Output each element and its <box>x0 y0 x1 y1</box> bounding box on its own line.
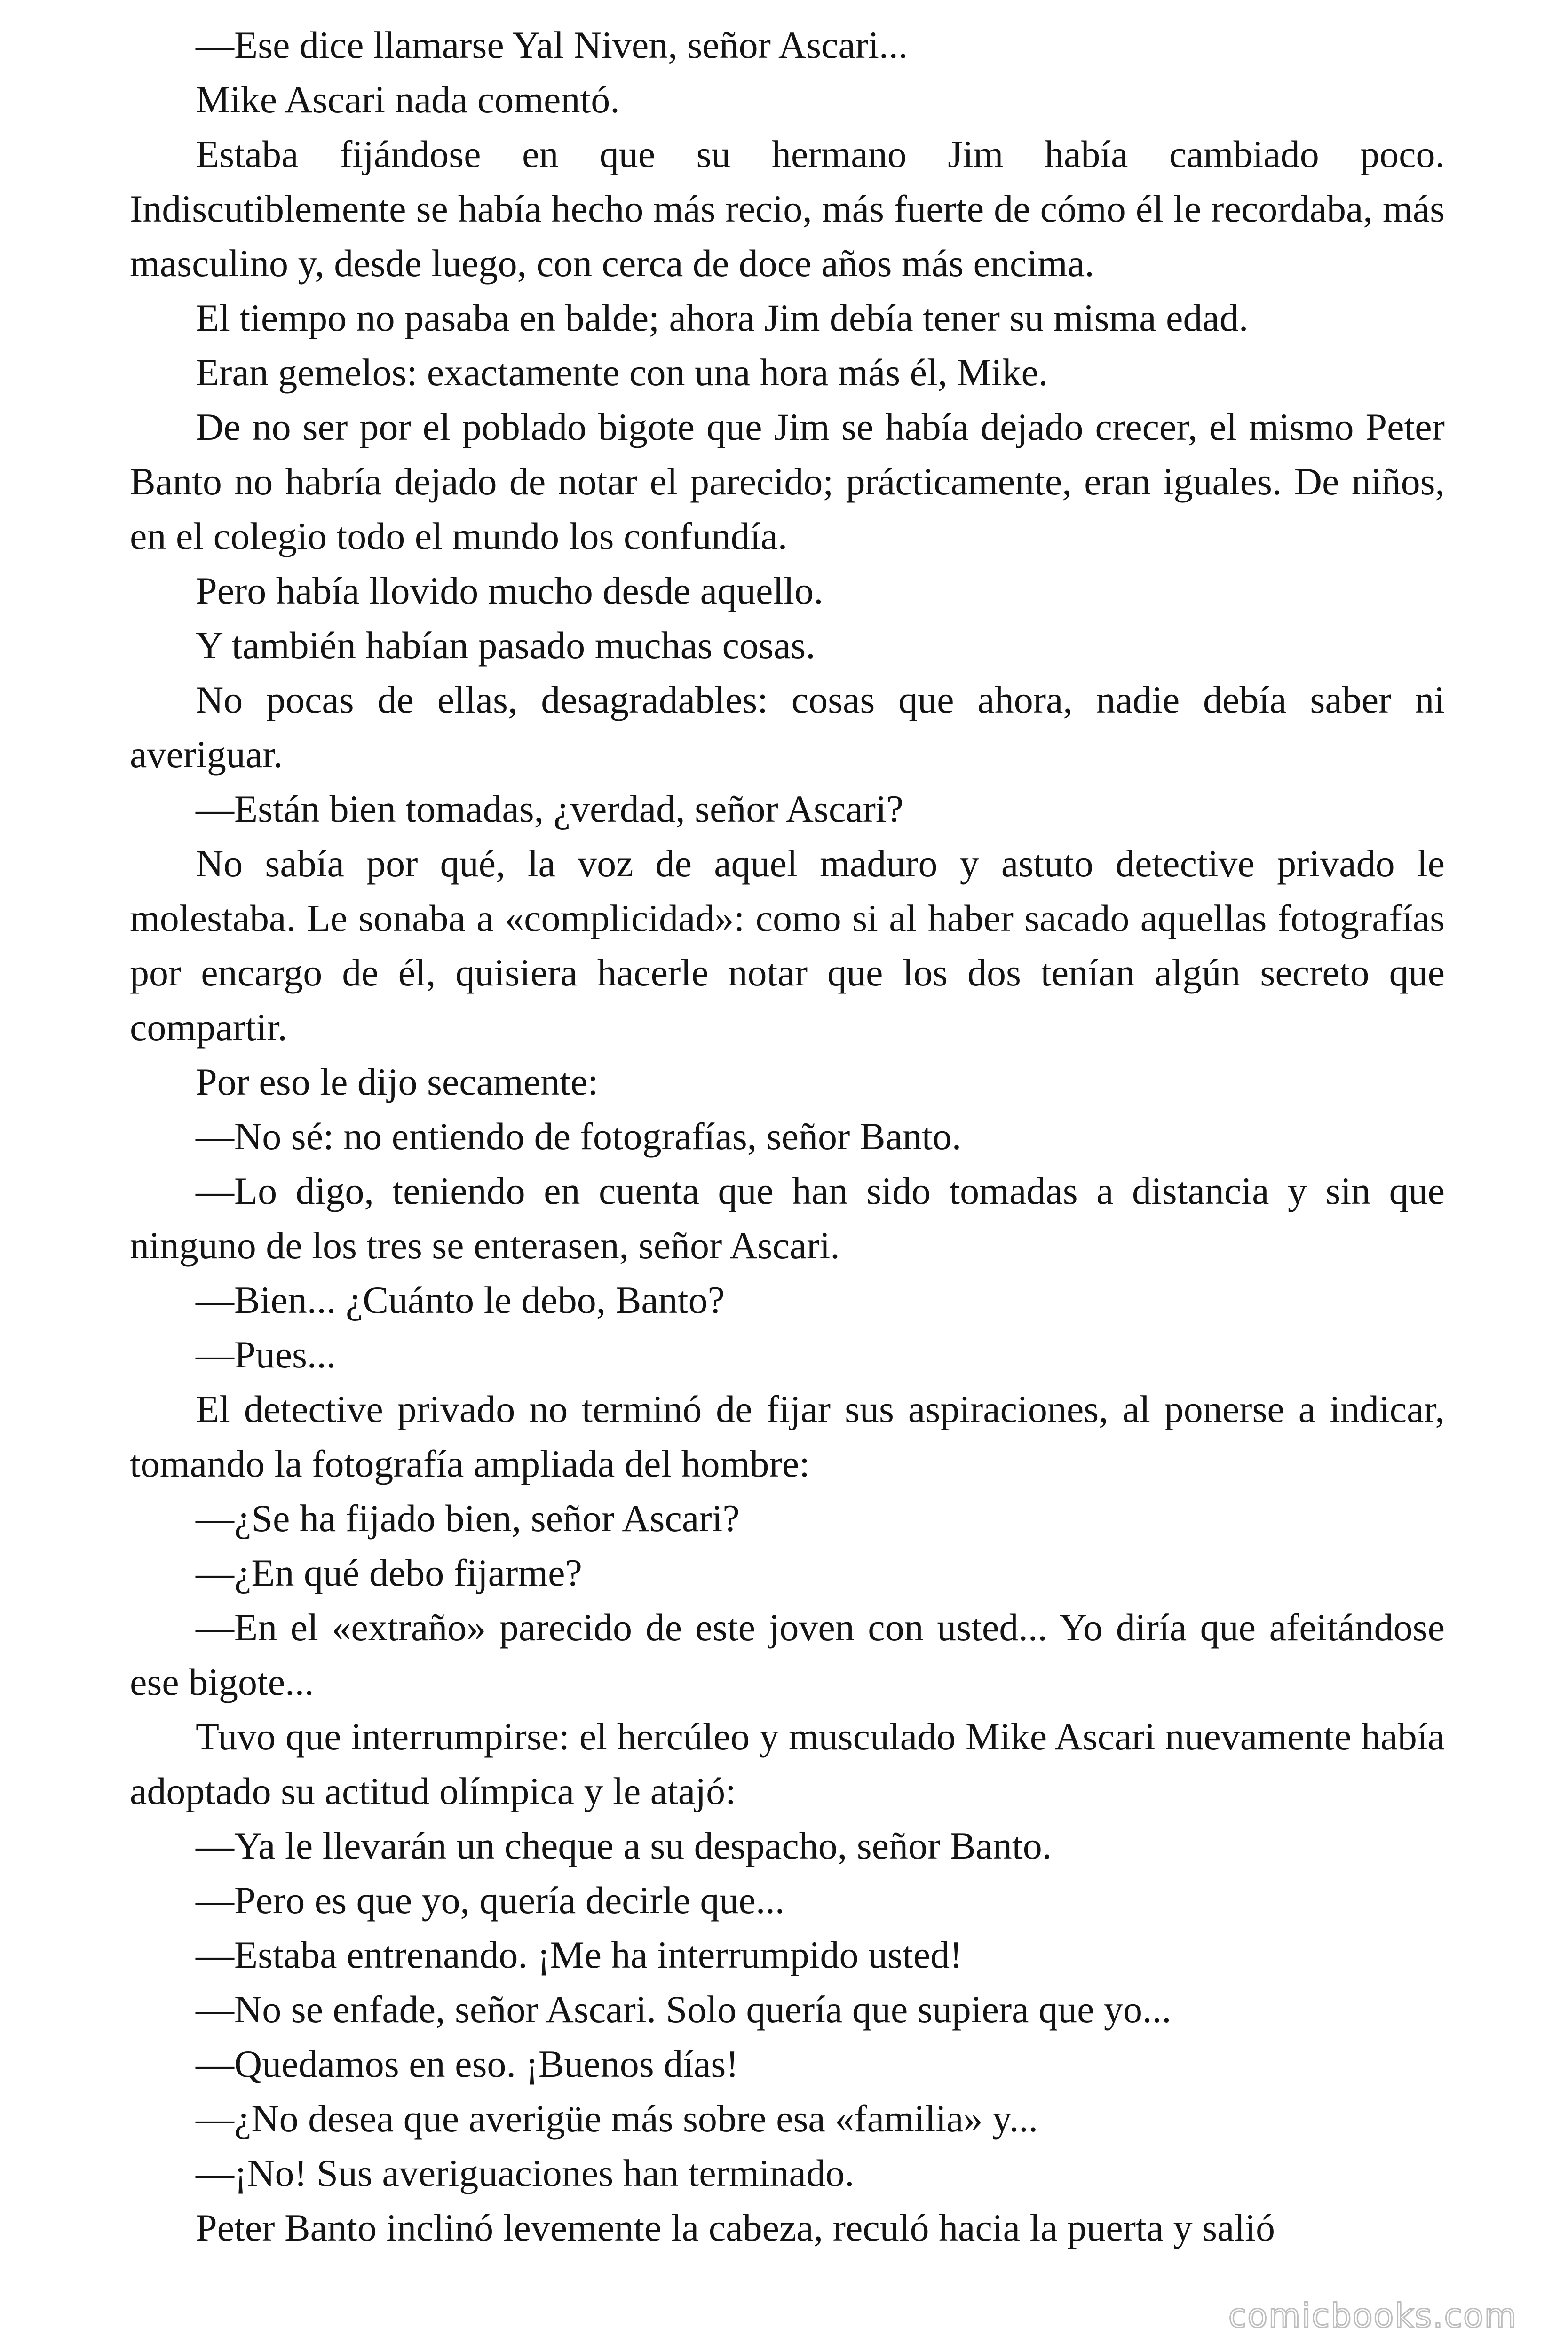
paragraph-10: —Están bien tomadas, ¿verdad, señor Ascari? <box>196 787 904 830</box>
paragraph-5: Eran gemelos: exactamente con una hora más él, Mike. <box>196 351 1048 394</box>
paragraph-2: Mike Ascari nada comentó. <box>196 78 620 121</box>
paragraph-20: —En el «extraño» parecido de este joven con usted... Yo diría que afeitándose ese bigote... <box>130 1606 1445 1703</box>
paragraph-7: Pero había llovido mucho desde aquello. <box>196 569 824 612</box>
paragraph-23: —Pero es que yo, quería decirle que... <box>196 1879 785 1922</box>
paragraph-25: —No se enfade, señor Ascari. Solo quería que supiera que yo... <box>196 1988 1172 2031</box>
paragraph-19: —¿En qué debo fijarme? <box>196 1551 582 1594</box>
watermark-logo: comicbooks.com <box>1228 2296 1517 2335</box>
paragraph-28: —¡No! Sus averiguaciones han terminado. <box>196 2152 855 2194</box>
body-text <box>130 18 1445 2255</box>
paragraph-6: De no ser por el poblado bigote que Jim se había dejado crecer, el mismo Peter Banto no habría dejado de notar el parecido; prácticamente, eran iguales. De niños, en el colegio todo el mundo los confundía. <box>130 405 1445 557</box>
paragraph-11: No sabía por qué, la voz de aquel maduro y astuto detective privado le molestaba. Le sonaba a «complicidad»: como si al haber sacado aquellas fotografías por encargo de él, quisiera hacerle notar que los dos tenían algún secreto que compartir. <box>130 842 1445 1049</box>
paragraph-17: El detective privado no terminó de fijar sus aspiraciones, al ponerse a indicar, tomando la fotografía ampliada del hombre: <box>130 1388 1445 1485</box>
paragraph-24: —Estaba entrenando. ¡Me ha interrumpido usted! <box>196 1933 963 1976</box>
paragraph-21: Tuvo que interrumpirse: el hercúleo y musculado Mike Ascari nuevamente había adoptado su actitud olímpica y le atajó: <box>130 1715 1445 1812</box>
paragraph-4: El tiempo no pasaba en balde; ahora Jim debía tener su misma edad. <box>196 296 1249 339</box>
paragraph-13: —No sé: no entiendo de fotografías, señor Banto. <box>196 1115 962 1158</box>
paragraph-22: —Ya le llevarán un cheque a su despacho, señor Banto. <box>196 1824 1052 1867</box>
paragraph-16: —Pues... <box>196 1333 336 1376</box>
paragraph-14: —Lo digo, teniendo en cuenta que han sido tomadas a distancia y sin que ninguno de los tres se enterasen, señor Ascari. <box>130 1169 1445 1267</box>
paragraph-18: —¿Se ha fijado bien, señor Ascari? <box>196 1497 740 1540</box>
paragraph-1: —Ese dice llamarse Yal Niven, señor Ascari... <box>196 24 908 66</box>
paragraph-3: Estaba fijándose en que su hermano Jim había cambiado poco. Indiscutiblemente se había hecho más recio, más fuerte de cómo él le recordaba, más masculino y, desde luego, con cerca de doce años más encima. <box>130 133 1445 285</box>
paragraph-15: —Bien... ¿Cuánto le debo, Banto? <box>196 1279 725 1321</box>
paragraph-8: Y también habían pasado muchas cosas. <box>196 624 816 667</box>
paragraph-29: Peter Banto inclinó levemente la cabeza, reculó hacia la puerta y salió <box>196 2206 1275 2249</box>
paragraph-12: Por eso le dijo secamente: <box>196 1060 599 1103</box>
paragraph-27: —¿No desea que averigüe más sobre esa «familia» y... <box>196 2097 1038 2140</box>
paragraph-26: —Quedamos en eso. ¡Buenos días! <box>196 2042 739 2085</box>
paragraph-9: No pocas de ellas, desagradables: cosas que ahora, nadie debía saber ni averiguar. <box>130 678 1445 776</box>
